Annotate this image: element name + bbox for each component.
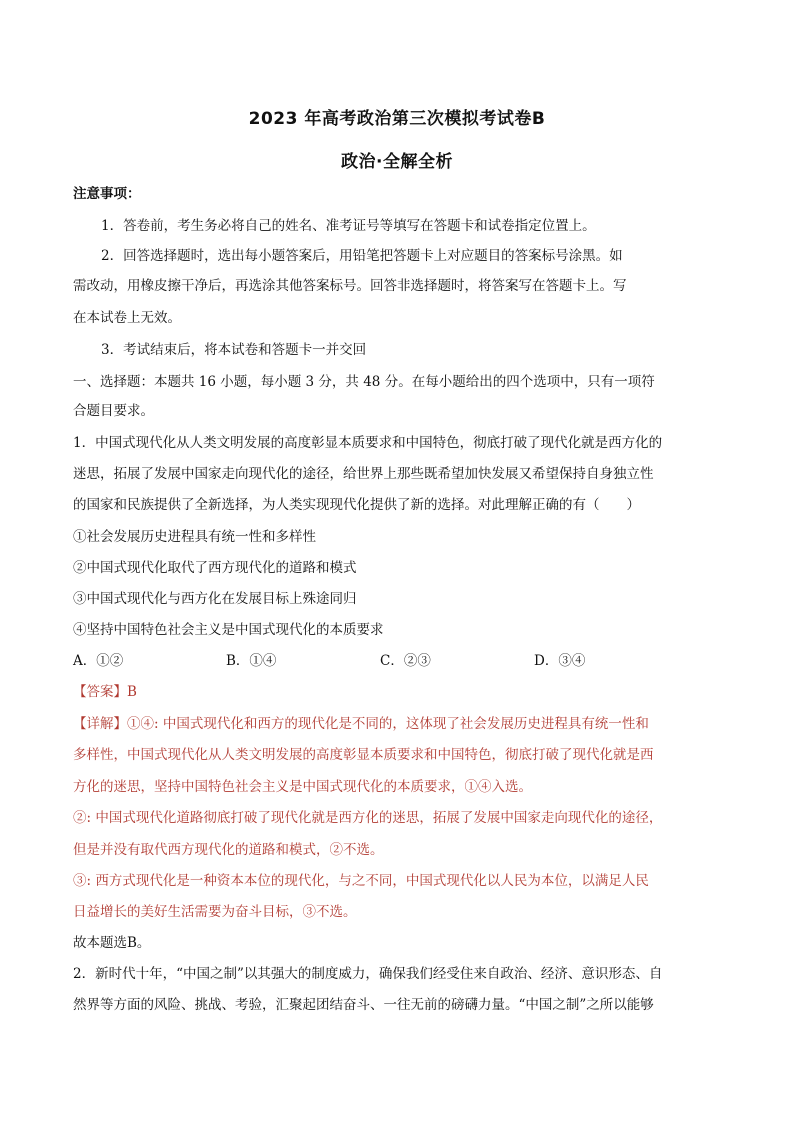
q1-option-b: B．①④ xyxy=(226,653,277,669)
q1-statement-3: ③中国式现代化与西方化在发展目标上殊途同归 xyxy=(73,591,357,607)
q1-detail-line-5: 但是并没有取代西方现代化的道路和模式，②不选。 xyxy=(73,842,384,858)
notice-item-2-line-1: 2．回答选择题时，选出每小题答案后，用铅笔把答题卡上对应题目的答案标号涂黑。如 xyxy=(101,248,623,264)
q1-stem-line-1: 1．中国式现代化从人类文明发展的高度彰显本质要求和中国特色，彻底打破了现代化就是西方化的 xyxy=(73,435,663,451)
q1-option-d: D．③④ xyxy=(534,653,586,669)
q2-stem-line-1: 2．新时代十年，“中国之制”以其强大的制度威力，确保我们经受住来自政治、经济、意识形态、自 xyxy=(73,966,663,982)
q1-detail-line-3: 方化的迷思，坚持中国特色社会主义是中国式现代化的本质要求，①④入选。 xyxy=(73,779,532,795)
exam-title: 2023 年高考政治第三次模拟考试卷B xyxy=(248,109,546,129)
notice-heading: 注意事项： xyxy=(73,186,141,202)
notice-item-1: 1．答卷前，考生务必将自己的姓名、准考证号等填写在答题卡和试卷指定位置上。 xyxy=(101,218,596,234)
q1-statement-2: ②中国式现代化取代了西方现代化的道路和模式 xyxy=(73,560,357,576)
q1-stem-line-3: 的国家和民族提供了全新选择，为人类实现现代化提供了新的选择。对此理解正确的有（ ） xyxy=(73,497,640,513)
q1-detail-line-2: 多样性，中国式现代化从人类文明发展的高度彰显本质要求和中国特色，彻底打破了现代化就是西 xyxy=(73,747,654,763)
q1-detail-line-4: ②: 中国式现代化道路彻底打破了现代化就是西方化的迷思，拓展了发展中国家走向现代化的途径， xyxy=(73,810,663,826)
q1-stem-line-2: 迷思，拓展了发展中国家走向现代化的途径，给世界上那些既希望加快发展又希望保持自身独立性 xyxy=(73,466,654,482)
section-heading-line-2: 合题目要求。 xyxy=(73,403,154,419)
q1-answer: 【答案】B xyxy=(73,684,137,700)
q1-conclusion: 故本题选B。 xyxy=(73,935,151,951)
notice-item-3: 3．考试结束后，将本试卷和答题卡一并交回 xyxy=(101,342,367,358)
q1-statement-4: ④坚持中国特色社会主义是中国式现代化的本质要求 xyxy=(73,622,384,638)
q1-option-a: A．①② xyxy=(73,653,124,669)
notice-item-2-line-2: 需改动，用橡皮擦干净后，再选涂其他答案标号。回答非选择题时，将答案写在答题卡上。写 xyxy=(73,278,627,294)
section-heading-line-1: 一、选择题：本题共 16 小题，每小题 3 分，共 48 分。在每小题给出的四个选项中，只有一项符 xyxy=(73,374,655,390)
q1-option-c: C．②③ xyxy=(380,653,431,669)
q1-detail-line-1: 【详解】①④: 中国式现代化和西方的现代化是不同的，这体现了社会发展历史进程具有统一性和 xyxy=(73,716,649,732)
q2-stem-line-2: 然界等方面的风险、挑战、考验，汇聚起团结奋斗、一往无前的磅礴力量。“中国之制”之所以能够 xyxy=(73,997,654,1013)
q1-detail-line-6: ③: 西方式现代化是一种资本本位的现代化，与之不同，中国式现代化以人民为本位，以满足人民 xyxy=(73,873,649,889)
q1-detail-line-7: 日益增长的美好生活需要为奋斗目标，③不选。 xyxy=(73,904,357,920)
exam-subtitle: 政治·全解全析 xyxy=(341,152,453,172)
notice-item-2-line-3: 在本试卷上无效。 xyxy=(73,310,181,326)
q1-statement-1: ①社会发展历史进程具有统一性和多样性 xyxy=(73,529,316,545)
